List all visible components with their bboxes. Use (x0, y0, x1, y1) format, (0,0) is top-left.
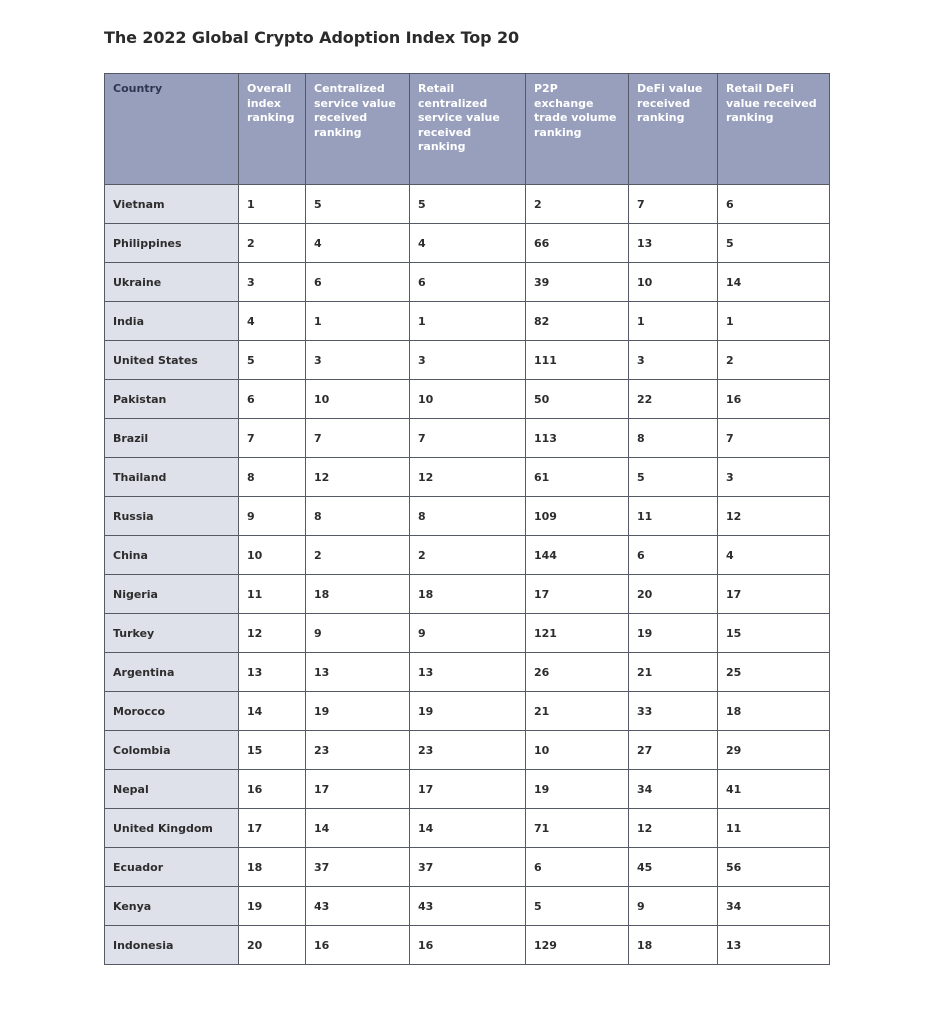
page-title: The 2022 Global Crypto Adoption Index Top 20 (104, 28, 520, 47)
country-cell: United States (105, 341, 239, 380)
ranking-cell: 13 (718, 926, 830, 965)
ranking-cell: 8 (629, 419, 718, 458)
ranking-cell: 45 (629, 848, 718, 887)
ranking-cell: 8 (410, 497, 526, 536)
table-row (105, 653, 830, 692)
ranking-cell: 41 (718, 770, 830, 809)
ranking-cell: 12 (410, 458, 526, 497)
country-cell: Ukraine (105, 263, 239, 302)
ranking-cell: 13 (239, 653, 306, 692)
table-row (105, 809, 830, 848)
ranking-cell: 7 (629, 185, 718, 224)
ranking-cell: 19 (526, 770, 629, 809)
ranking-cell: 6 (629, 536, 718, 575)
country-cell: Brazil (105, 419, 239, 458)
ranking-cell: 17 (239, 809, 306, 848)
ranking-cell: 5 (718, 224, 830, 263)
ranking-cell: 18 (410, 575, 526, 614)
table-row (105, 380, 830, 419)
ranking-cell: 12 (629, 809, 718, 848)
ranking-cell: 16 (718, 380, 830, 419)
table-row (105, 692, 830, 731)
ranking-cell: 11 (629, 497, 718, 536)
table-row (105, 926, 830, 965)
ranking-cell: 19 (410, 692, 526, 731)
table-row (105, 224, 830, 263)
ranking-cell: 66 (526, 224, 629, 263)
ranking-cell: 27 (629, 731, 718, 770)
ranking-cell: 3 (629, 341, 718, 380)
ranking-cell: 2 (239, 224, 306, 263)
ranking-cell: 5 (629, 458, 718, 497)
crypto-adoption-table (104, 73, 830, 965)
ranking-cell: 10 (526, 731, 629, 770)
ranking-cell: 18 (306, 575, 410, 614)
ranking-cell: 14 (718, 263, 830, 302)
ranking-cell: 17 (718, 575, 830, 614)
ranking-cell: 14 (306, 809, 410, 848)
ranking-cell: 15 (718, 614, 830, 653)
table-row (105, 185, 830, 224)
ranking-cell: 29 (718, 731, 830, 770)
ranking-cell: 37 (410, 848, 526, 887)
table-row (105, 341, 830, 380)
table-row (105, 614, 830, 653)
ranking-cell: 5 (239, 341, 306, 380)
ranking-cell: 7 (718, 419, 830, 458)
ranking-cell: 121 (526, 614, 629, 653)
ranking-cell: 7 (410, 419, 526, 458)
ranking-cell: 1 (410, 302, 526, 341)
ranking-cell: 113 (526, 419, 629, 458)
ranking-cell: 56 (718, 848, 830, 887)
ranking-cell: 6 (239, 380, 306, 419)
ranking-cell: 12 (306, 458, 410, 497)
ranking-cell: 23 (410, 731, 526, 770)
ranking-cell: 17 (410, 770, 526, 809)
ranking-cell: 11 (239, 575, 306, 614)
ranking-cell: 5 (306, 185, 410, 224)
ranking-cell: 1 (718, 302, 830, 341)
ranking-cell: 9 (410, 614, 526, 653)
ranking-cell: 16 (239, 770, 306, 809)
ranking-cell: 22 (629, 380, 718, 419)
ranking-cell: 109 (526, 497, 629, 536)
ranking-cell: 15 (239, 731, 306, 770)
ranking-cell: 111 (526, 341, 629, 380)
ranking-cell: 39 (526, 263, 629, 302)
ranking-cell: 26 (526, 653, 629, 692)
table-row (105, 731, 830, 770)
country-cell: Turkey (105, 614, 239, 653)
column-header: Retail DeFi value received ranking (718, 74, 830, 185)
country-cell: Argentina (105, 653, 239, 692)
ranking-cell: 82 (526, 302, 629, 341)
ranking-cell: 25 (718, 653, 830, 692)
table-row (105, 536, 830, 575)
ranking-cell: 50 (526, 380, 629, 419)
country-cell: Ecuador (105, 848, 239, 887)
country-cell: India (105, 302, 239, 341)
country-cell: Philippines (105, 224, 239, 263)
ranking-cell: 19 (629, 614, 718, 653)
table-header (105, 74, 830, 185)
ranking-cell: 37 (306, 848, 410, 887)
column-header: Overall index ranking (239, 74, 306, 185)
ranking-cell: 4 (306, 224, 410, 263)
ranking-cell: 4 (239, 302, 306, 341)
ranking-cell: 1 (239, 185, 306, 224)
ranking-cell: 4 (410, 224, 526, 263)
ranking-cell: 16 (410, 926, 526, 965)
country-cell: Nigeria (105, 575, 239, 614)
ranking-cell: 9 (306, 614, 410, 653)
ranking-cell: 10 (629, 263, 718, 302)
ranking-cell: 13 (629, 224, 718, 263)
country-cell: Thailand (105, 458, 239, 497)
ranking-cell: 43 (306, 887, 410, 926)
ranking-cell: 18 (629, 926, 718, 965)
ranking-cell: 10 (410, 380, 526, 419)
ranking-cell: 7 (306, 419, 410, 458)
country-cell: Kenya (105, 887, 239, 926)
table-row (105, 497, 830, 536)
ranking-cell: 19 (239, 887, 306, 926)
ranking-cell: 144 (526, 536, 629, 575)
table-row (105, 263, 830, 302)
ranking-cell: 43 (410, 887, 526, 926)
column-header: Retail centralized service value received ranking (410, 74, 526, 185)
ranking-cell: 21 (629, 653, 718, 692)
ranking-cell: 12 (239, 614, 306, 653)
ranking-cell: 2 (718, 341, 830, 380)
column-header: Country (105, 74, 239, 185)
ranking-cell: 6 (718, 185, 830, 224)
ranking-cell: 9 (629, 887, 718, 926)
ranking-cell: 6 (306, 263, 410, 302)
column-header: DeFi value received ranking (629, 74, 718, 185)
table-row (105, 770, 830, 809)
ranking-cell: 2 (410, 536, 526, 575)
table-row (105, 419, 830, 458)
country-cell: Indonesia (105, 926, 239, 965)
table-row (105, 887, 830, 926)
column-header: P2P exchange trade volume ranking (526, 74, 629, 185)
ranking-cell: 33 (629, 692, 718, 731)
header-row (105, 74, 830, 185)
ranking-cell: 10 (306, 380, 410, 419)
country-cell: Nepal (105, 770, 239, 809)
country-cell: United Kingdom (105, 809, 239, 848)
ranking-cell: 5 (526, 887, 629, 926)
ranking-cell: 18 (718, 692, 830, 731)
ranking-cell: 6 (526, 848, 629, 887)
ranking-cell: 61 (526, 458, 629, 497)
table-body (105, 185, 830, 965)
country-cell: Russia (105, 497, 239, 536)
ranking-cell: 23 (306, 731, 410, 770)
table-row (105, 575, 830, 614)
ranking-cell: 12 (718, 497, 830, 536)
ranking-cell: 1 (306, 302, 410, 341)
ranking-cell: 18 (239, 848, 306, 887)
ranking-cell: 17 (526, 575, 629, 614)
ranking-cell: 14 (239, 692, 306, 731)
ranking-cell: 1 (629, 302, 718, 341)
ranking-cell: 129 (526, 926, 629, 965)
ranking-cell: 11 (718, 809, 830, 848)
table-row (105, 848, 830, 887)
ranking-cell: 19 (306, 692, 410, 731)
ranking-cell: 10 (239, 536, 306, 575)
ranking-cell: 2 (526, 185, 629, 224)
table-row (105, 458, 830, 497)
table-row (105, 302, 830, 341)
ranking-cell: 8 (306, 497, 410, 536)
country-cell: Colombia (105, 731, 239, 770)
ranking-cell: 21 (526, 692, 629, 731)
ranking-cell: 34 (629, 770, 718, 809)
column-header: Centralized service value received ranking (306, 74, 410, 185)
country-cell: Pakistan (105, 380, 239, 419)
country-cell: Morocco (105, 692, 239, 731)
ranking-cell: 3 (410, 341, 526, 380)
ranking-cell: 71 (526, 809, 629, 848)
ranking-cell: 6 (410, 263, 526, 302)
ranking-cell: 5 (410, 185, 526, 224)
ranking-cell: 7 (239, 419, 306, 458)
ranking-cell: 3 (306, 341, 410, 380)
ranking-cell: 13 (306, 653, 410, 692)
ranking-cell: 3 (718, 458, 830, 497)
ranking-cell: 16 (306, 926, 410, 965)
ranking-cell: 9 (239, 497, 306, 536)
ranking-cell: 14 (410, 809, 526, 848)
ranking-cell: 34 (718, 887, 830, 926)
ranking-cell: 20 (239, 926, 306, 965)
ranking-cell: 4 (718, 536, 830, 575)
country-cell: Vietnam (105, 185, 239, 224)
ranking-cell: 13 (410, 653, 526, 692)
ranking-cell: 3 (239, 263, 306, 302)
ranking-cell: 20 (629, 575, 718, 614)
ranking-cell: 8 (239, 458, 306, 497)
ranking-cell: 17 (306, 770, 410, 809)
ranking-cell: 2 (306, 536, 410, 575)
country-cell: China (105, 536, 239, 575)
